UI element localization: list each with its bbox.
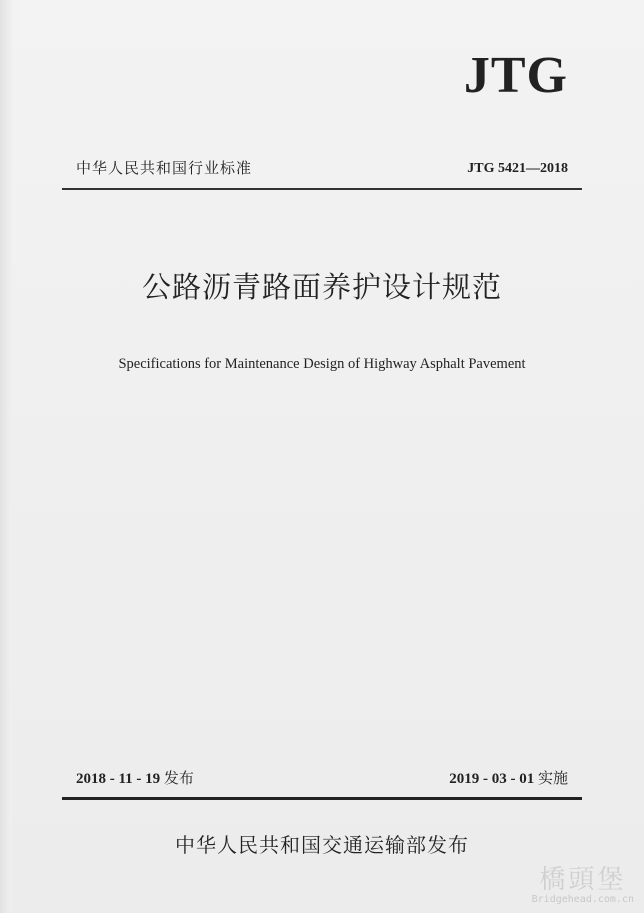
bottom-divider	[62, 797, 582, 800]
page-edge	[0, 0, 12, 913]
watermark-chinese: 橋頭堡	[539, 865, 627, 895]
top-divider	[62, 188, 582, 190]
issue-date-label: 发布	[163, 769, 194, 787]
implementation-date-label: 实施	[537, 769, 568, 787]
issue-date	[76, 767, 194, 788]
implementation-date	[449, 767, 568, 788]
watermark	[532, 859, 634, 905]
implementation-date-value: 2019 - 03 - 01	[449, 771, 535, 787]
jtg-logo: JTG	[463, 47, 568, 104]
organization-label: 中华人民共和国行业标准	[76, 159, 253, 177]
watermark-english: Bridgehead.com.cn	[531, 894, 634, 905]
publisher: 中华人民共和国交通运输部发布	[175, 833, 469, 857]
title-chinese: 公路沥青路面养护设计规范	[141, 270, 502, 304]
issue-date-value: 2018 - 11 - 19	[76, 771, 161, 787]
title-english: Specifications for Maintenance Design of Highway Asphalt Pavement	[118, 356, 526, 372]
standard-number: JTG 5421—2018	[467, 161, 568, 176]
